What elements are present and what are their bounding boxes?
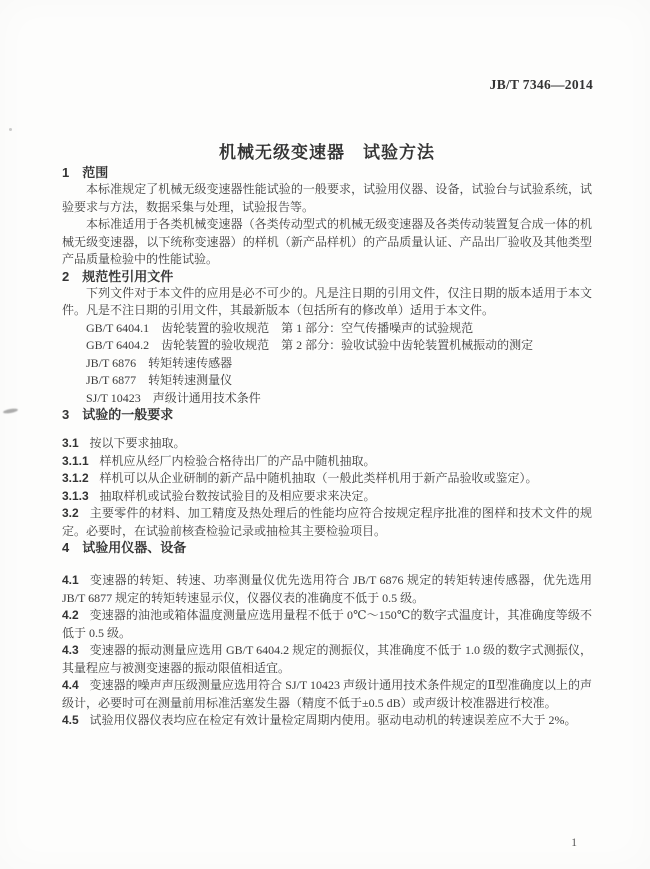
clause-text: 试验用仪器仪表均应在检定有效计量检定周期内使用。驱动电动机的转速误差应不大于 2%。 — [89, 713, 577, 727]
clause-number: 3.1.2 — [62, 471, 89, 485]
references-intro-paragraph: 下列文件对于本文件的应用是必不可少的。凡是注日期的引用文件，仅注日期的版本适用于本文件。凡是不注日期的引用文件，其最新版本（包括所有的修改单）适用于本文件。 — [62, 285, 592, 317]
clause-text: 主要零件的材料、加工精度及热处理后的性能均应符合按规定程序批准的图样和技术文件的规定。必要时，在试验前核查检验记录或抽检其主要检验项目。 — [62, 506, 592, 538]
clause-text: 变速器的油池或箱体温度测量应选用量程不低于 0℃～150℃的数字式温度计，其准确度等级不低于 0.5 级。 — [62, 608, 592, 640]
reference-item: GB/T 6404.1 齿轮装置的验收规范 第 1 部分：空气传播噪声的试验规范 — [86, 320, 474, 335]
section-instruments-equipment — [62, 540, 592, 730]
reference-item: GB/T 6404.2 齿轮装置的验收规范 第 2 部分：验收试验中齿轮装置机械振动的测定 — [86, 338, 534, 352]
clause-4-1 — [62, 572, 592, 607]
clause-number: 3.1 — [62, 436, 79, 450]
section-general-requirements — [62, 407, 592, 540]
reference-item: SJ/T 10423 声级计通用技术条件 — [86, 390, 261, 405]
clause-number: 4.2 — [62, 608, 79, 622]
scope-paragraph-2: 本标准适用于各类机械变速器（各类传动型式的机械无级变速器及各类传动装置复合成一体的机械无级变速器，以下统称变速器）的样机（新产品样机）的产品质量认证、产品出厂验收及其他类型产品质量检验中的性能试验。 — [62, 217, 592, 266]
clause-text: 变速器的振动测量应选用 GB/T 6404.2 规定的测振仪，其准确度不低于 1.0 级的数字式测振仪，其量程应与被测变速器的振动限值相适宜。 — [62, 643, 592, 675]
clause-text: 变速器的噪声声压级测量应选用符合 SJ/T 10423 声级计通用技术条件规定的Ⅱ型准确度以上的声级计，必要时可在测量前用标准活塞发生器（精度不低于±0.5 dB）或声级计校准器进行校准。 — [62, 678, 592, 710]
clause-text: 样机应从经厂内检验合格待出厂的产品中随机抽取。 — [99, 453, 376, 468]
clause-3-1-3 — [62, 488, 592, 506]
document-title: 机械无级变速器 试验方法 — [219, 143, 435, 162]
section-heading-scope: 1 范围 — [62, 165, 109, 180]
clause-3-1 — [62, 435, 592, 453]
clause-4-5 — [62, 712, 592, 730]
section-scope — [62, 165, 592, 269]
clause-text: 按以下要求抽取。 — [89, 436, 186, 450]
clause-3-1-2 — [62, 470, 592, 488]
clause-number: 3.1.3 — [62, 488, 89, 503]
clause-4-4 — [62, 677, 592, 712]
standard-code: JB/T 7346—2014 — [489, 77, 593, 92]
clause-3-2 — [62, 505, 592, 540]
section-heading-general-requirements: 3 试验的一般要求 — [62, 407, 174, 422]
page-number: 1 — [571, 837, 577, 849]
clause-4-3 — [62, 642, 592, 677]
reference-item: JB/T 6877 转矩转速测量仪 — [86, 373, 233, 387]
clause-number: 4.4 — [62, 678, 79, 692]
clause-number: 4.5 — [62, 713, 79, 727]
clause-number: 4.1 — [62, 573, 79, 587]
clause-text: 抽取样机或试验台数按试验目的及相应要求来决定。 — [99, 488, 376, 503]
clause-text: 样机可以从企业研制的新产品中随机抽取（一般此类样机用于新产品验收或鉴定）。 — [99, 471, 538, 485]
clause-number: 4.3 — [62, 643, 79, 657]
scope-paragraph-1: 本标准规定了机械无级变速器性能试验的一般要求，试验用仪器、设备，试验台与试验系统，试验要求与方法，数据采集与处理，试验报告等。 — [62, 182, 592, 214]
section-normative-references — [62, 269, 592, 408]
section-heading-references: 2 规范性引用文件 — [62, 268, 174, 284]
clause-3-1-1 — [62, 453, 592, 471]
clause-text: 变速器的转矩、转速、功率测量仪优先选用符合 JB/T 6876 规定的转矩转速传感器，优先选用 JB/T 6877 规定的转矩转速显示仪，仪器仪表的准确度不低于 0.5 级。 — [62, 573, 592, 605]
clause-4-2 — [62, 607, 592, 642]
scan-artifact-speck — [9, 128, 12, 131]
reference-item: JB/T 6876 转矩转速传感器 — [86, 355, 233, 370]
clause-number: 3.2 — [62, 506, 79, 520]
clause-number: 3.1.1 — [62, 453, 89, 468]
section-heading-instruments-equipment: 4 试验用仪器、设备 — [62, 540, 187, 555]
